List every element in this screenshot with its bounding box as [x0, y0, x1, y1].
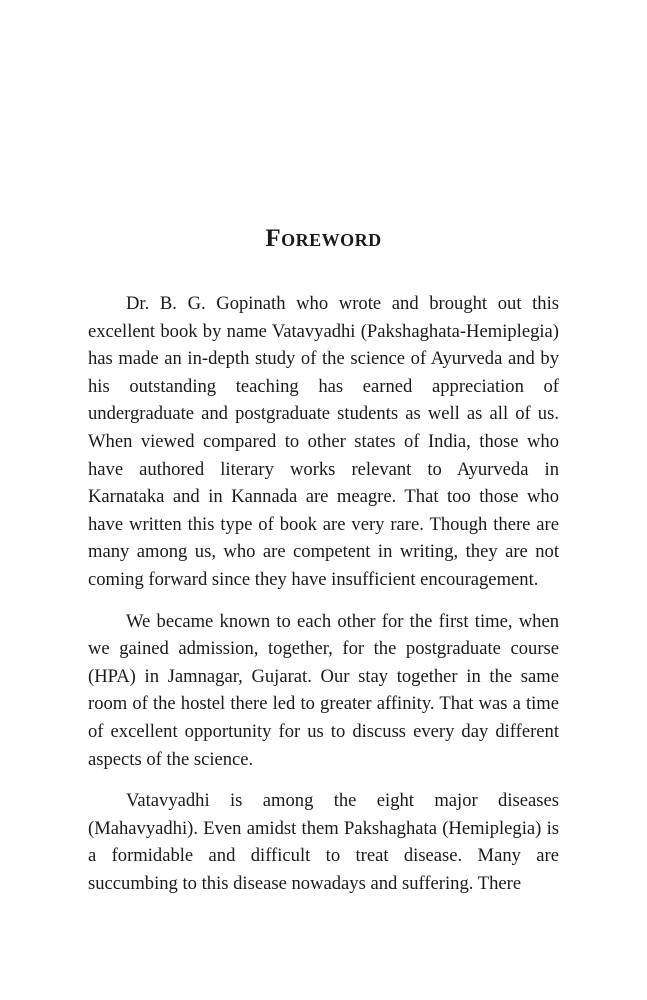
- page-title: Foreword: [265, 225, 382, 252]
- paragraph-2: We became known to each other for the first time, when we gained admission, together, for the postgraduate course (HPA) in Jamnagar, Gujarat. Our stay together in the same room of the hostel there led to greater affinity. That was a time of excellent opportunity for us to discuss every day different aspects of the science.: [88, 610, 559, 770]
- paragraph-1: Dr. B. G. Gopinath who wrote and brought out this excellent book by name Vatavyadhi (Pakshaghata-Hemiplegia) has made an in-depth study of the science of Ayurveda and by his outstanding teaching has earned appreciation of undergraduate and postgraduate students as well as all of us. When viewed compared to other states of India, those who have authored literary works relevant to Ayurveda in Karnataka and in Kannada are meagre. That too those who have written this type of book are very rare. Though there are many among us, who are competent in writing, they are not coming forward since they have insufficient encouragement.: [88, 293, 559, 590]
- paragraph-3: Vatavyadhi is among the eight major diseases (Mahavyadhi). Even amidst them Pakshaghata (Hemiplegia) is a formidable and difficult to treat disease. Many are succumbing to this disease nowadays and suffering. There: [88, 790, 559, 894]
- document-page: [88, 222, 559, 911]
